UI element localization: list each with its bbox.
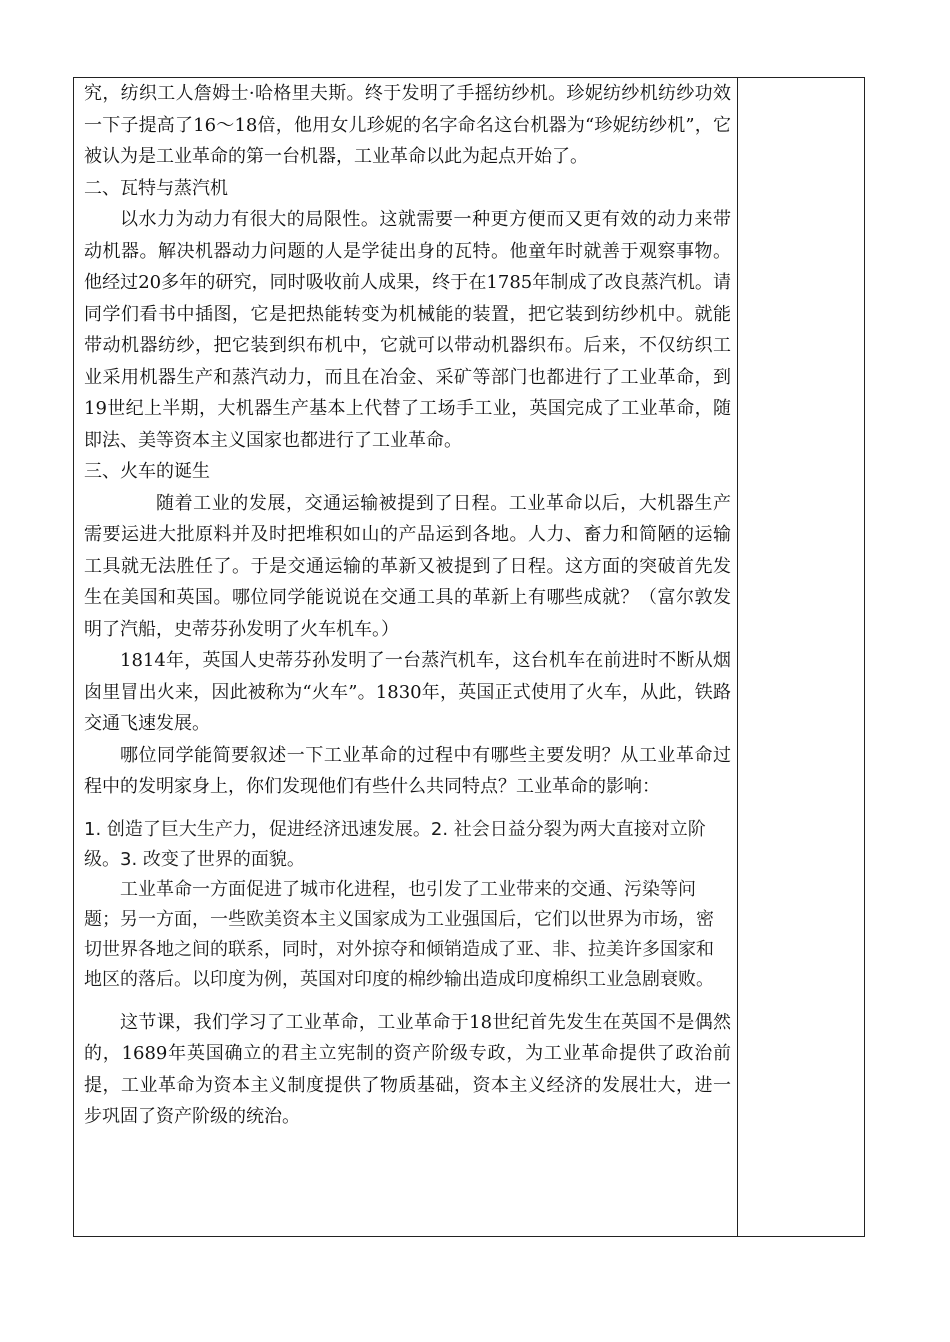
section-heading-watt: 二、瓦特与蒸汽机 (84, 177, 228, 199)
content-cell (84, 78, 731, 1133)
lesson-table (73, 77, 865, 1237)
paragraph-transport: 随着工业的发展，交通运输被提到了日程。工业革命以后，大机器生产需要运进大批原料并及时把堆积如山的产品运到各地。人力、畜力和简陋的运输工具就无法胜任了。于是交通运输的革新又被提到了日程。这方面的突破首先发生在美国和英国。哪位同学能说说在交通工具的革新上有哪些成就？（富尔敦发明了汽船，史蒂芬孙发明了火车机车。） (84, 492, 731, 640)
impact-detail: 工业革命一方面促进了城市化进程，也引发了工业带来的交通、污染等问题；另一方面，一些欧美资本主义国家成为工业强国后，它们以世界为市场，密切世界各地之间的联系，同时，对外掠夺和倾销造成了亚、非、拉美许多国家和地区的落后。以印度为例，英国对印度的棉纱输出造成印度棉织工业急剧衰败。 (84, 878, 714, 990)
paragraph-spinning-jenny: 究，纺织工人詹姆士·哈格里夫斯。终于发明了手摇纺纱机。珍妮纺纱机纺纱功效一下子提高了16～18倍，他用女儿珍妮的名字命名这台机器为“珍妮纺纱机”，它被认为是工业革命的第一台机器，工业革命以此为起点开始了。 (84, 83, 731, 167)
paragraph-summary: 这节课，我们学习了工业革命，工业革命于18世纪首先发生在英国不是偶然的，1689年英国确立的君主立宪制的资产阶级专政，为工业革命提供了政治前提，工业革命为资本主义制度提供了物质基础，资本主义经济的发展壮大，进一步巩固了资产阶级的统治。 (84, 1011, 731, 1127)
paragraph-question: 哪位同学能简要叙述一下工业革命的过程中有哪些主要发明？从工业革命过程中的发明家身上，你们发现他们有些什么共同特点？工业革命的影响： (84, 744, 731, 797)
impact-list: 1. 创造了巨大生产力，促进经济迅速发展。2. 社会日益分裂为两大直接对立阶级。3. 改变了世界的面貌。 (84, 818, 706, 870)
impact-image-text (84, 811, 731, 999)
paragraph-steam-engine: 以水力为动力有很大的局限性。这就需要一种更方便而又更有效的动力来带动机器。解决机器动力问题的人是学徒出身的瓦特。他童年时就善于观察事物。他经过20多年的研究，同时吸收前人成果，终于在1785年制成了改良蒸汽机。请同学们看书中插图，它是把热能转变为机械能的装置，把它装到纺纱机中。就能带动机器纺纱，把它装到织布机中，它就可以带动机器织布。后来，不仅纺织工业采用机器生产和蒸汽动力，而且在冶金、采矿等部门也都进行了工业革命，到19世纪上半期，大机器生产基本上代替了工场手工业，英国完成了工业革命，随即法、美等资本主义国家也都进行了工业革命。 (84, 209, 731, 451)
notes-cell (738, 78, 864, 1236)
section-heading-train: 三、火车的诞生 (84, 461, 210, 482)
paragraph-locomotive: 1814年，英国人史蒂芬孙发明了一台蒸汽机车，这台机车在前进时不断从烟囱里冒出火来，因此被称为“火车”。1830年，英国正式使用了火车，从此，铁路交通飞速发展。 (84, 650, 731, 734)
